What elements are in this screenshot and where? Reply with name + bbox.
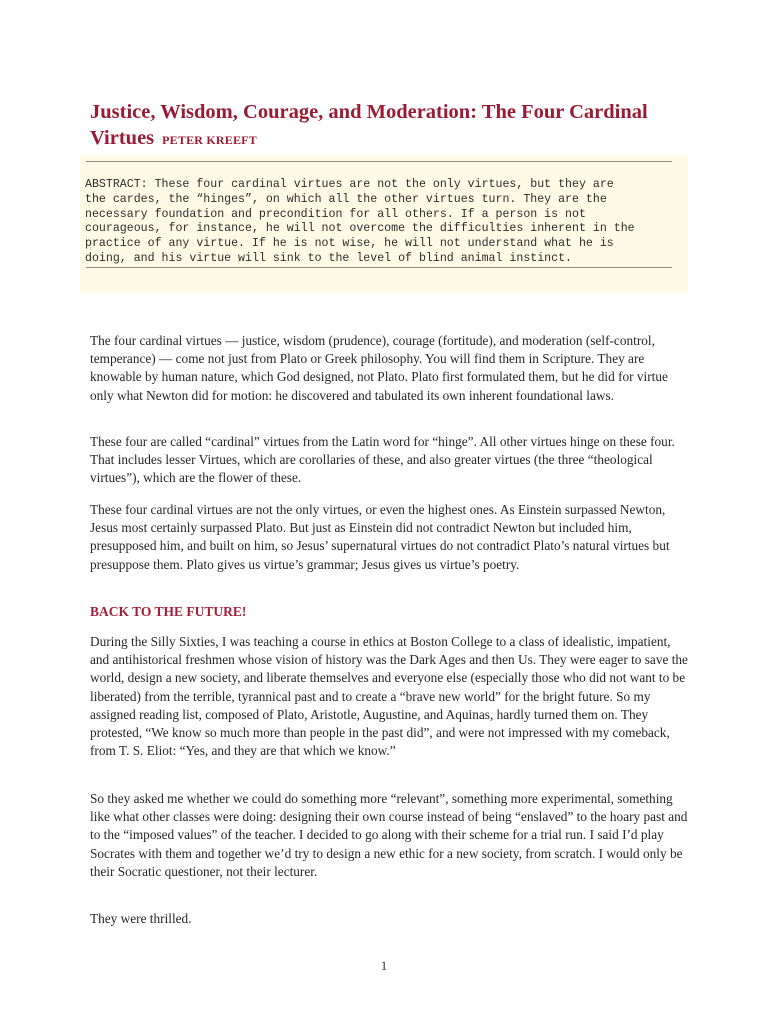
section-heading: BACK TO THE FUTURE! [90,604,247,619]
body-paragraph-3: These four cardinal virtues are not the only virtues, or even the highest ones. As Einstein surpassed Newton, Jesus most certainly surpassed Plato. But just as Einstein did not contradict Newton but included him, presupposed him, and built on him, so Jesus’ supernatural virtues do not contradict Plato’s natural virtues but presuppose them. Plato gives us virtue’s grammar; Jesus gives us virtue’s poetry. [90,502,670,572]
author-name: PETER KREEFT [162,133,257,147]
body-paragraph-1: The four cardinal virtues — justice, wisdom (prudence), courage (fortitude), and moderation (self-control, temperance) — come not just from Plato or Greek philosophy. You will find them in Scripture. They are knowable by human nature, which God designed, not Plato. Plato first formulated them, but he did for virtue only what Newton did for motion: he discovered and tabulated its own inherent foundational laws. [90,333,668,403]
abstract-bottom-rule [86,267,672,268]
title-text: Justice, Wisdom, Courage, and Moderation: The Four Cardinal Virtues [90,101,648,149]
article-title [90,99,690,153]
section-paragraph-3: They were thrilled. [90,911,192,926]
section-paragraph-2: So they asked me whether we could do something more “relevant”, something more experimental, something like what other classes were doing: designing their own course instead of being “enslaved” to the hoary past and to the “imposed values” of the teacher. I decided to go along with their scheme for a trial run. I said I’d play Socrates with them and together we’d try to design a new ethic for a new society, from scratch. I would only be their Socratic questioner, not their lecturer. [90,791,688,879]
section-paragraph-1: During the Silly Sixties, I was teaching a course in ethics at Boston College to a class of idealistic, impatient, and antihistorical freshmen whose vision of history was the Dark Ages and then Us. They were eager to save the world, design a new society, and liberate themselves and everyone else (especially those who did not want to be liberated) from the terrible, tyrannical past and to create a “brave new world” for the bright future. So my assigned reading list, composed of Plato, Aristotle, Augustine, and Aquinas, hardly turned them on. They protested, “We know so much more than people in the past did”, and were not impressed with my comeback, from T. S. Eliot: “Yes, and they are that which we know.” [90,634,688,759]
abstract-text: ABSTRACT: These four cardinal virtues are not the only virtues, but they are the cardes, the “hinges”, on which all the other virtues turn. They are the necessary foundation and precondition for all others. If a person is not courageous, for instance, he will not overcome the difficulties inherent in the practice of any virtue. If he is not wise, he will not understand what he is doing, and his virtue will sink to the level of blind animal instinct. [85,178,635,265]
abstract-box [80,155,688,293]
page-number: 1 [380,958,388,973]
abstract-top-rule [86,161,672,162]
body-paragraph-2: These four are called “cardinal” virtues from the Latin word for “hinge”. All other virtues hinge on these four. That includes lesser Virtues, which are corollaries of these, and also greater virtues (the three “theological virtues”), which are the flower of these. [90,434,675,486]
